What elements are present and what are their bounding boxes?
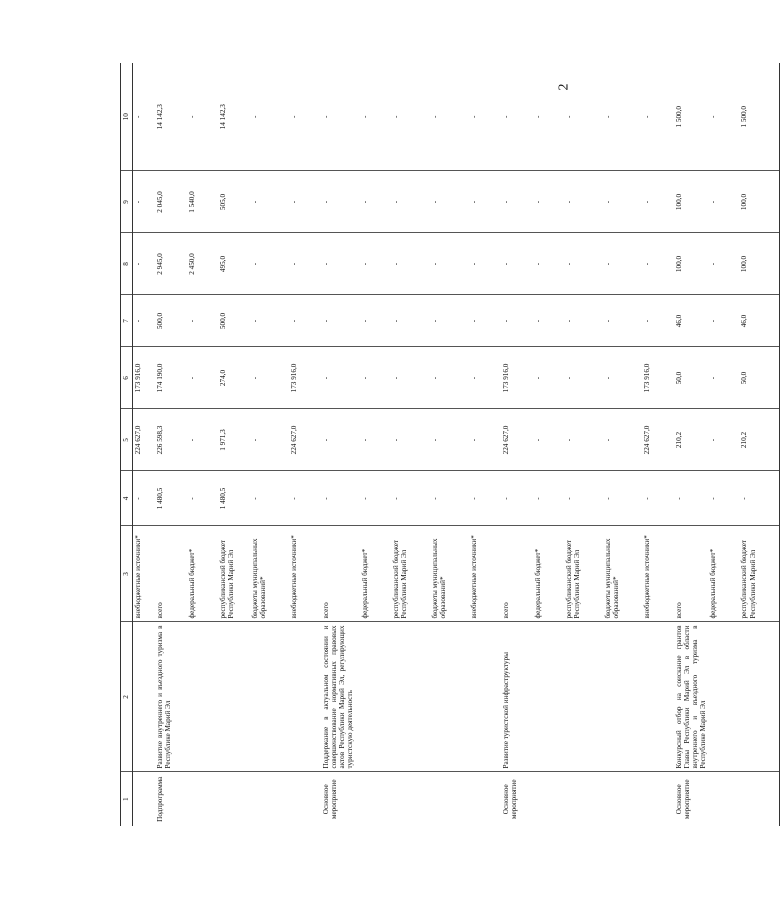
cell-c8: - bbox=[469, 233, 501, 295]
cell-c4: - bbox=[250, 471, 289, 526]
cell-c3: бюджеты муниципальных образований* bbox=[250, 526, 289, 622]
cell-c3: федеральный бюджет* bbox=[533, 526, 564, 622]
cell-c6: 50,0 bbox=[739, 347, 779, 409]
table-row bbox=[250, 63, 289, 826]
table-row bbox=[469, 63, 501, 826]
cell-c9: - bbox=[533, 171, 564, 233]
cell-c9: - bbox=[391, 171, 430, 233]
cell-c6: - bbox=[469, 347, 501, 409]
cell-c2 bbox=[642, 622, 674, 772]
cell-c4: - bbox=[564, 471, 603, 526]
cell-c10: - bbox=[642, 63, 674, 171]
cell-c7: - bbox=[133, 295, 155, 347]
header-cell: 3 bbox=[121, 526, 133, 622]
cell-c10: 1 500,0 bbox=[739, 63, 779, 171]
cell-c10: 14 142,3 bbox=[155, 63, 187, 171]
cell-c6: 174 190,0 bbox=[155, 347, 187, 409]
cell-c3: всего bbox=[501, 526, 533, 622]
cell-c7: 46,0 bbox=[739, 295, 779, 347]
cell-c7: 500,0 bbox=[218, 295, 250, 347]
cell-c10: - bbox=[187, 63, 218, 171]
cell-c7: - bbox=[250, 295, 289, 347]
cell-c8: - bbox=[133, 233, 155, 295]
cell-c5: - bbox=[708, 409, 739, 471]
cell-c9: - bbox=[603, 171, 642, 233]
cell-c6: 173 916,0 bbox=[289, 347, 321, 409]
cell-c6: 274,0 bbox=[218, 347, 250, 409]
cell-c4: - bbox=[469, 471, 501, 526]
cell-c1 bbox=[218, 772, 250, 826]
cell-c1 bbox=[430, 772, 469, 826]
cell-c6: - bbox=[708, 347, 739, 409]
cell-c1: Основное мероприятие bbox=[674, 779, 691, 820]
cell-c5: - bbox=[469, 409, 501, 471]
cell-c5: 210,2 bbox=[674, 409, 709, 471]
cell-c1: Подпрограмма bbox=[155, 776, 164, 822]
cell-c10: - bbox=[321, 63, 360, 171]
cell-c2 bbox=[289, 622, 321, 772]
header-cell: 10 bbox=[121, 63, 133, 171]
cell-c6: - bbox=[533, 347, 564, 409]
cell-c2 bbox=[250, 622, 289, 772]
cell-c9: 2 045,0 bbox=[155, 171, 187, 233]
cell-c9: 100,0 bbox=[674, 171, 709, 233]
cell-c4: - bbox=[360, 471, 391, 526]
table-row bbox=[564, 63, 603, 826]
cell-c5: 224 627,0 bbox=[642, 409, 674, 471]
cell-c4: - bbox=[642, 471, 674, 526]
cell-c5: 224 627,0 bbox=[501, 409, 533, 471]
cell-c8: - bbox=[430, 233, 469, 295]
cell-c4: - bbox=[708, 471, 739, 526]
table-row bbox=[391, 63, 430, 826]
table-row bbox=[155, 63, 187, 826]
cell-c5: - bbox=[533, 409, 564, 471]
cell-c7: - bbox=[360, 295, 391, 347]
cell-c9: - bbox=[321, 171, 360, 233]
cell-c5: - bbox=[603, 409, 642, 471]
cell-c5: - bbox=[430, 409, 469, 471]
cell-c8: - bbox=[642, 233, 674, 295]
cell-c7: - bbox=[533, 295, 564, 347]
cell-c4: - bbox=[739, 471, 779, 526]
cell-c9: - bbox=[708, 171, 739, 233]
cell-c6: - bbox=[321, 347, 360, 409]
cell-c6: - bbox=[603, 347, 642, 409]
cell-c7: - bbox=[603, 295, 642, 347]
cell-c3: внебюджетные источники* bbox=[289, 526, 321, 622]
cell-c10: - bbox=[391, 63, 430, 171]
header-row bbox=[121, 63, 133, 826]
table-row bbox=[218, 63, 250, 826]
header-cell: 8 bbox=[121, 233, 133, 295]
cell-c5: - bbox=[391, 409, 430, 471]
cell-c1 bbox=[739, 772, 779, 826]
cell-c4: - bbox=[533, 471, 564, 526]
cell-c9: - bbox=[133, 171, 155, 233]
cell-c6: 173 916,0 bbox=[501, 347, 533, 409]
cell-c5: - bbox=[250, 409, 289, 471]
cell-c2 bbox=[391, 622, 430, 772]
table-row bbox=[187, 63, 218, 826]
cell-c10: - bbox=[501, 63, 533, 171]
cell-c9: - bbox=[289, 171, 321, 233]
cell-c8: - bbox=[533, 233, 564, 295]
cell-c6: 50,0 bbox=[674, 347, 709, 409]
cell-c6: - bbox=[430, 347, 469, 409]
cell-c9: - bbox=[250, 171, 289, 233]
cell-c10: 1 500,0 bbox=[674, 63, 709, 171]
cell-c7: 46,0 bbox=[674, 295, 709, 347]
cell-c4: 1 480,5 bbox=[155, 471, 187, 526]
cell-c8: 2 450,0 bbox=[187, 233, 218, 295]
cell-c5: 226 598,3 bbox=[155, 409, 187, 471]
cell-c10: - bbox=[133, 63, 155, 171]
cell-c5: 224 627,0 bbox=[289, 409, 321, 471]
cell-c3: бюджеты муниципальных образований* bbox=[430, 526, 469, 622]
cell-c10: - bbox=[469, 63, 501, 171]
cell-c7: - bbox=[391, 295, 430, 347]
cell-c7: - bbox=[501, 295, 533, 347]
cell-c2 bbox=[739, 622, 779, 772]
cell-c10: 14 142,3 bbox=[218, 63, 250, 171]
cell-c4: - bbox=[187, 471, 218, 526]
cell-c8: - bbox=[321, 233, 360, 295]
cell-c2 bbox=[218, 622, 250, 772]
budget-table bbox=[120, 63, 780, 826]
cell-c5: 224 627,0 bbox=[133, 409, 155, 471]
cell-c9: 100,0 bbox=[739, 171, 779, 233]
cell-c5: 210,2 bbox=[739, 409, 779, 471]
cell-c9: - bbox=[469, 171, 501, 233]
cell-c8: 100,0 bbox=[739, 233, 779, 295]
cell-c2: Конкурсный отбор на соискание грантов Главы Республики Марий Эл в области внутреннего и въездного туризма в Республике Марий Эл bbox=[674, 622, 709, 772]
table-row bbox=[739, 63, 779, 826]
cell-c1 bbox=[603, 772, 642, 826]
cell-c8: 2 945,0 bbox=[155, 233, 187, 295]
cell-c1 bbox=[289, 772, 321, 826]
cell-c3: республиканский бюджет Республики Марий Эл bbox=[391, 526, 430, 622]
cell-c8: - bbox=[391, 233, 430, 295]
cell-c5: - bbox=[187, 409, 218, 471]
rotated-page bbox=[120, 63, 757, 826]
cell-c2: Поддержание в актуальном состоянии и совершенствование нормативных правовых актов Республики Марий Эл, регулирующих туристскую деятельность bbox=[321, 622, 360, 772]
cell-c9: 505,0 bbox=[218, 171, 250, 233]
cell-c10: - bbox=[430, 63, 469, 171]
cell-c7: - bbox=[430, 295, 469, 347]
cell-c1 bbox=[391, 772, 430, 826]
cell-c3: республиканский бюджет Республики Марий Эл bbox=[218, 526, 250, 622]
cell-c7: - bbox=[642, 295, 674, 347]
cell-c6: - bbox=[360, 347, 391, 409]
cell-c2 bbox=[360, 622, 391, 772]
cell-c1 bbox=[533, 772, 564, 826]
cell-c9: - bbox=[360, 171, 391, 233]
cell-c3: внебюджетные источники* bbox=[469, 526, 501, 622]
table-row bbox=[360, 63, 391, 826]
table-row bbox=[708, 63, 739, 826]
cell-c3: внебюджетные источники* bbox=[642, 526, 674, 622]
page-number: 2 bbox=[556, 83, 572, 91]
header-cell: 6 bbox=[121, 347, 133, 409]
cell-c10: - bbox=[533, 63, 564, 171]
table-row bbox=[501, 63, 533, 826]
cell-c10: - bbox=[360, 63, 391, 171]
cell-c8: - bbox=[250, 233, 289, 295]
cell-c2 bbox=[133, 622, 155, 772]
cell-c4: - bbox=[391, 471, 430, 526]
cell-c4: 1 480,5 bbox=[218, 471, 250, 526]
cell-c5: 1 971,3 bbox=[218, 409, 250, 471]
cell-c3: федеральный бюджет* bbox=[708, 526, 739, 622]
cell-c4: - bbox=[133, 471, 155, 526]
cell-c3: внебюджетные источники* bbox=[133, 526, 155, 622]
cell-c9: - bbox=[430, 171, 469, 233]
cell-c6: - bbox=[187, 347, 218, 409]
cell-c1 bbox=[642, 772, 674, 826]
cell-c3: всего bbox=[321, 526, 360, 622]
table-row bbox=[533, 63, 564, 826]
cell-c8: - bbox=[708, 233, 739, 295]
cell-c3: федеральный бюджет* bbox=[360, 526, 391, 622]
cell-c2 bbox=[603, 622, 642, 772]
cell-c3: всего bbox=[155, 526, 187, 622]
cell-c8: - bbox=[564, 233, 603, 295]
cell-c7: - bbox=[187, 295, 218, 347]
cell-c10: - bbox=[708, 63, 739, 171]
cell-c3: республиканский бюджет Республики Марий Эл bbox=[564, 526, 603, 622]
cell-c2 bbox=[187, 622, 218, 772]
cell-c7: - bbox=[469, 295, 501, 347]
table-body bbox=[133, 63, 780, 826]
table-row bbox=[133, 63, 155, 826]
cell-c2 bbox=[533, 622, 564, 772]
cell-c9: - bbox=[642, 171, 674, 233]
header-cell: 1 bbox=[121, 772, 133, 826]
table-row bbox=[430, 63, 469, 826]
table-row bbox=[289, 63, 321, 826]
cell-c10: - bbox=[564, 63, 603, 171]
cell-c3: всего bbox=[674, 526, 709, 622]
cell-c2 bbox=[469, 622, 501, 772]
cell-c7: - bbox=[321, 295, 360, 347]
cell-c1 bbox=[187, 772, 218, 826]
cell-c1 bbox=[360, 772, 391, 826]
cell-c9: 1 540,0 bbox=[187, 171, 218, 233]
cell-c10: - bbox=[603, 63, 642, 171]
cell-c7: 500,0 bbox=[155, 295, 187, 347]
cell-c4: - bbox=[501, 471, 533, 526]
header-cell: 7 bbox=[121, 295, 133, 347]
cell-c4: - bbox=[430, 471, 469, 526]
cell-c7: - bbox=[564, 295, 603, 347]
table-row bbox=[642, 63, 674, 826]
cell-c6: - bbox=[391, 347, 430, 409]
cell-c1 bbox=[250, 772, 289, 826]
cell-c1 bbox=[708, 772, 739, 826]
cell-c2: Развитие туристской инфраструктуры bbox=[501, 622, 533, 772]
cell-c8: 495,0 bbox=[218, 233, 250, 295]
header-cell: 2 bbox=[121, 622, 133, 772]
cell-c4: - bbox=[674, 471, 709, 526]
cell-c10: - bbox=[250, 63, 289, 171]
cell-c7: - bbox=[289, 295, 321, 347]
cell-c10: - bbox=[289, 63, 321, 171]
cell-c4: - bbox=[289, 471, 321, 526]
cell-c1 bbox=[564, 772, 603, 826]
header-cell: 9 bbox=[121, 171, 133, 233]
cell-c3: республиканский бюджет Республики Марий Эл bbox=[739, 526, 779, 622]
table-row bbox=[603, 63, 642, 826]
cell-c2 bbox=[564, 622, 603, 772]
cell-c6: 173 916,0 bbox=[642, 347, 674, 409]
cell-c1 bbox=[469, 772, 501, 826]
cell-c7: - bbox=[708, 295, 739, 347]
cell-c3: федеральный бюджет* bbox=[187, 526, 218, 622]
cell-c9: - bbox=[501, 171, 533, 233]
cell-c1: Основное мероприятие bbox=[321, 779, 338, 820]
cell-c2 bbox=[430, 622, 469, 772]
table-row bbox=[321, 63, 360, 826]
cell-c8: - bbox=[289, 233, 321, 295]
cell-c9: - bbox=[564, 171, 603, 233]
cell-c8: - bbox=[603, 233, 642, 295]
cell-c6: - bbox=[250, 347, 289, 409]
cell-c2: Развитие внутреннего и въездного туризма в Республике Марий Эл bbox=[155, 622, 187, 772]
table-row bbox=[674, 63, 709, 826]
cell-c5: - bbox=[360, 409, 391, 471]
cell-c5: - bbox=[321, 409, 360, 471]
cell-c4: - bbox=[321, 471, 360, 526]
cell-c8: - bbox=[501, 233, 533, 295]
cell-c6: 173 916,0 bbox=[133, 347, 155, 409]
cell-c8: 100,0 bbox=[674, 233, 709, 295]
cell-c1: Основное мероприятие bbox=[501, 779, 518, 820]
cell-c2 bbox=[708, 622, 739, 772]
cell-c5: - bbox=[564, 409, 603, 471]
cell-c1 bbox=[133, 772, 155, 826]
cell-c8: - bbox=[360, 233, 391, 295]
cell-c3: бюджеты муниципальных образований* bbox=[603, 526, 642, 622]
header-cell: 5 bbox=[121, 409, 133, 471]
cell-c6: - bbox=[564, 347, 603, 409]
cell-c4: - bbox=[603, 471, 642, 526]
header-cell: 4 bbox=[121, 471, 133, 526]
